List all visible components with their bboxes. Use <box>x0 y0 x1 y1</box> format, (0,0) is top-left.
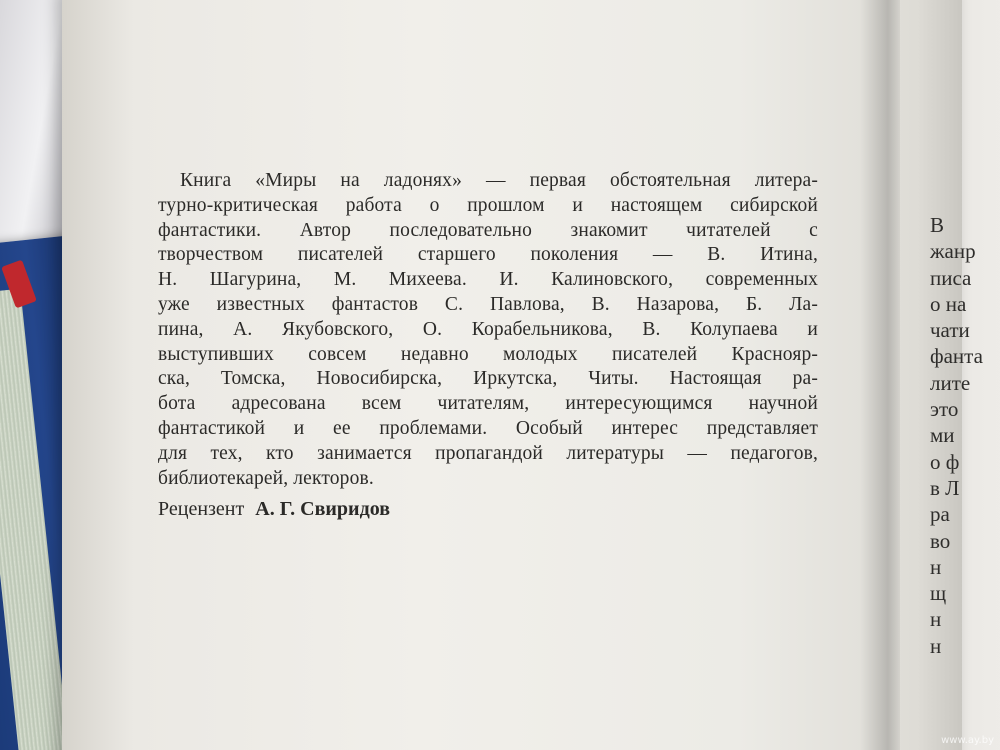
reviewer-name: А. Г. Свиридов <box>255 498 390 520</box>
right-page-fragment: о на <box>930 291 967 316</box>
annotation-line: уже известных фантастов С. Павлова, В. Назарова, Б. Ла- <box>158 293 818 315</box>
right-page-fragment: чати <box>930 318 970 343</box>
reviewer-credit <box>158 498 390 521</box>
right-page-fragment: о ф <box>930 449 960 474</box>
annotation-line: турно-критическая работа о прошлом и настоящем сибирской <box>158 194 818 216</box>
page-gutter-shadow <box>860 0 900 750</box>
annotation-line: фантастики. Автор последовательно знакомит читателей с <box>158 219 818 241</box>
right-page-fragment: жанр <box>930 239 976 264</box>
right-page-fragment: это <box>930 397 959 422</box>
right-page-fragment: во <box>930 528 951 553</box>
book-annotation-text <box>158 169 818 491</box>
right-page-fragment: В <box>930 213 945 237</box>
right-page-text-fragments <box>930 212 1000 659</box>
right-page-fragment: в Л <box>930 475 960 500</box>
annotation-line: библиотекарей, лекторов. <box>158 467 374 489</box>
annotation-line: пина, А. Якубовского, О. Корабельникова, В. Колупаева и <box>158 318 818 340</box>
annotation-line: бота адресована всем читателям, интересующимся научной <box>158 393 818 415</box>
right-page-fragment: лите <box>930 370 971 395</box>
right-page-fragment: щ <box>930 581 947 606</box>
annotation-line: Книга «Миры на ладонях» — первая обстоятельная литера- <box>180 170 818 191</box>
annotation-line: выступивших совсем недавно молодых писателей Краснояр- <box>158 343 818 365</box>
annotation-line: ска, Томска, Новосибирска, Иркутска, Читы. Настоящая ра- <box>158 368 818 390</box>
annotation-line: Н. Шагурина, М. Михеева. И. Калиновского, современных <box>158 269 818 291</box>
right-page-fragment: писа <box>930 265 972 290</box>
right-page-fragment: ми <box>930 423 955 448</box>
right-page-fragment: н <box>930 554 942 579</box>
right-page-fragment: фанта <box>930 344 983 369</box>
site-watermark: www.ay.by <box>941 735 994 746</box>
reviewer-label: Рецензент <box>158 498 245 520</box>
annotation-line: творчеством писателей старшего поколения — В. Итина, <box>158 244 818 266</box>
annotation-line: фантастикой и ее проблемами. Особый интерес представляет <box>158 417 818 439</box>
right-page-fragment: н <box>930 607 942 632</box>
right-page-fragment: н <box>930 633 942 658</box>
annotation-line: для тех, кто занимается пропагандой литературы — педагогов, <box>158 442 818 464</box>
right-page-fragment: ра <box>930 502 950 527</box>
